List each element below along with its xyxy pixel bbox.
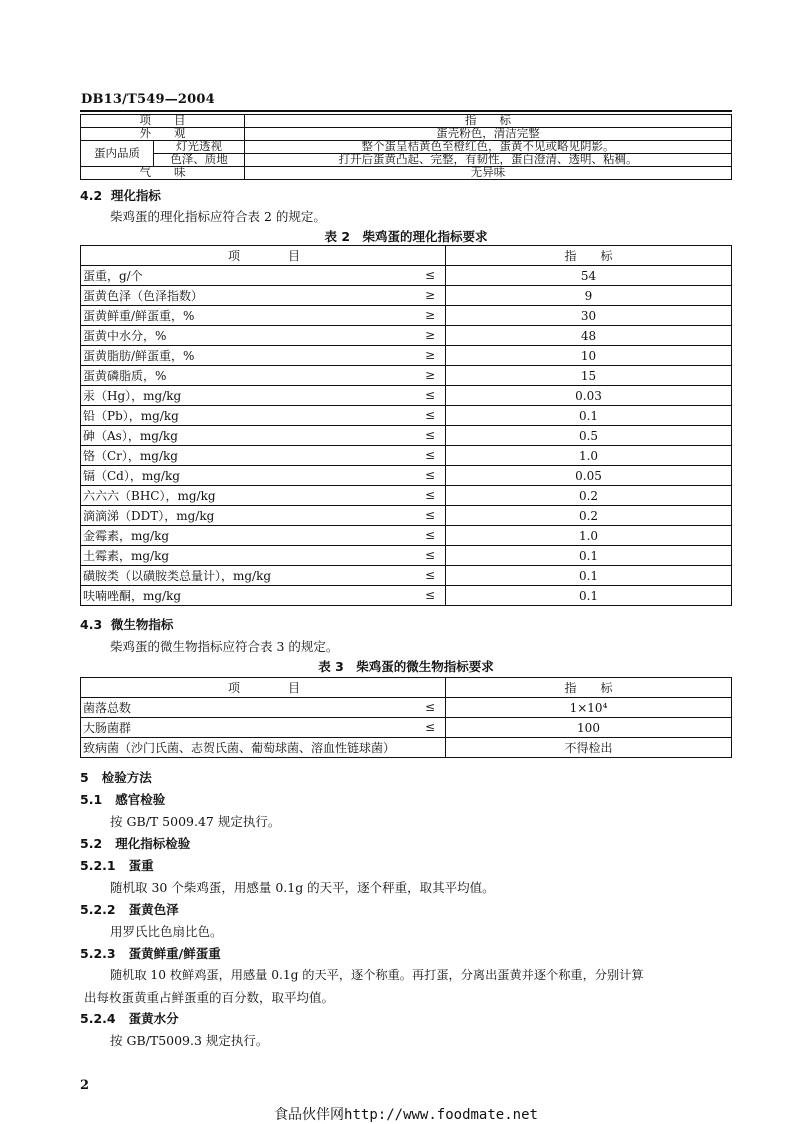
operator: ≤ xyxy=(424,508,435,522)
row-item xyxy=(81,698,446,718)
section-title: 蛋黄水分 xyxy=(128,1011,179,1026)
table-row xyxy=(81,738,732,758)
row-item xyxy=(81,718,446,738)
item-label: 滴滴涕（DDT），mg/kg xyxy=(83,508,215,523)
section-title: 理化指标检验 xyxy=(115,836,191,851)
section-5-2-4-text: 按 GB/T5009.3 规定执行。 xyxy=(110,1033,269,1048)
section-number: 4.3 xyxy=(80,617,103,632)
physicochemical-table xyxy=(80,245,732,606)
item-label: 六六六（BHC），mg/kg xyxy=(83,488,216,503)
table-row xyxy=(81,406,732,426)
section-number: 5.2 xyxy=(80,836,103,851)
row-value: 100 xyxy=(446,718,732,738)
section-number: 5.1 xyxy=(80,792,103,807)
row-value: 0.2 xyxy=(446,506,732,526)
item-label: 蛋黄鲜重/鲜蛋重，% xyxy=(83,308,195,323)
item-label: 砷（As），mg/kg xyxy=(83,428,178,443)
operator: ≤ xyxy=(424,408,435,422)
table-row xyxy=(81,718,732,738)
operator: ≤ xyxy=(424,448,435,462)
item-label: 蛋黄色泽（色泽指数） xyxy=(83,288,204,303)
row-value: 9 xyxy=(446,286,732,306)
section-5-2-heading xyxy=(80,834,190,852)
table-row xyxy=(81,426,732,446)
section-5-2-3-heading xyxy=(80,944,221,962)
row-value: 54 xyxy=(446,266,732,286)
standard-code: DB13/T549—2004 xyxy=(81,92,215,107)
header-item: 项 目 xyxy=(81,115,245,128)
row-value: 0.2 xyxy=(446,486,732,506)
item-label: 蛋黄脂肪/鲜蛋重，% xyxy=(83,348,195,363)
row-value: 1×10⁴ xyxy=(446,698,732,718)
source-watermark: 食品伙伴网http://www.foodmate.net xyxy=(274,1107,538,1123)
section-5-2-2-heading xyxy=(80,900,179,918)
section-4-3-heading xyxy=(80,615,173,633)
header-index: 指 标 xyxy=(446,678,732,698)
row-item xyxy=(81,306,446,326)
table-row xyxy=(81,167,732,180)
table-row xyxy=(81,698,732,718)
row-sub: 色泽、质地 xyxy=(154,154,245,167)
row-value: 整个蛋呈桔黄色至橙红色，蛋黄不见或略见阴影。 xyxy=(245,141,732,154)
row-item xyxy=(81,526,446,546)
section-title: 微生物指标 xyxy=(110,617,174,632)
operator: ≥ xyxy=(424,288,435,302)
row-value: 打开后蛋黄凸起、完整，有韧性，蛋白澄清、透明、粘稠。 xyxy=(245,154,732,167)
table-row xyxy=(81,466,732,486)
row-item xyxy=(81,738,446,758)
row-value: 10 xyxy=(446,346,732,366)
row-value: 1.0 xyxy=(446,446,732,466)
table-row xyxy=(81,366,732,386)
operator: ≤ xyxy=(424,568,435,582)
row-item xyxy=(81,546,446,566)
row-group: 气 味 xyxy=(81,167,245,180)
row-value: 不得检出 xyxy=(446,738,732,758)
operator: ≤ xyxy=(424,468,435,482)
section-4-3-text: 柴鸡蛋的微生物指标应符合表 3 的规定。 xyxy=(110,639,339,654)
operator: ≥ xyxy=(424,328,435,342)
item-label: 金霉素，mg/kg xyxy=(83,528,170,543)
row-item xyxy=(81,266,446,286)
section-number: 5.2.1 xyxy=(80,858,116,873)
operator: ≥ xyxy=(424,348,435,362)
row-item xyxy=(81,326,446,346)
row-item xyxy=(81,566,446,586)
item-label: 大肠菌群 xyxy=(83,720,132,735)
item-label: 土霉素，mg/kg xyxy=(83,548,170,563)
item-label: 铬（Cr），mg/kg xyxy=(83,448,178,463)
sensory-table xyxy=(80,114,732,180)
header-item: 项 目 xyxy=(81,246,446,266)
table-row xyxy=(81,506,732,526)
table-row xyxy=(81,386,732,406)
table-header-row xyxy=(81,246,732,266)
row-value: 0.1 xyxy=(446,586,732,606)
row-item xyxy=(81,586,446,606)
item-label: 汞（Hg），mg/kg xyxy=(83,388,182,403)
row-group: 蛋内品质 xyxy=(81,141,154,167)
operator: ≤ xyxy=(424,548,435,562)
item-label: 蛋重，g/个 xyxy=(83,268,143,283)
row-item xyxy=(81,426,446,446)
section-title: 感官检验 xyxy=(115,792,166,807)
item-label: 蛋黄中水分，% xyxy=(83,328,167,343)
operator: ≤ xyxy=(424,720,435,734)
section-5-2-1-text: 随机取 30 个柴鸡蛋，用感量 0.1g 的天平，逐个秤重，取其平均值。 xyxy=(110,880,495,895)
header-item: 项 目 xyxy=(81,678,446,698)
row-item xyxy=(81,486,446,506)
section-number: 4.2 xyxy=(80,188,103,203)
row-value: 无异味 xyxy=(245,167,732,180)
row-item xyxy=(81,406,446,426)
operator: ≥ xyxy=(424,368,435,382)
table-row xyxy=(81,306,732,326)
row-item xyxy=(81,346,446,366)
section-5-2-3-text-line2: 出每枚蛋黄重占鲜蛋重的百分数，取平均值。 xyxy=(84,990,335,1005)
item-label: 镉（Cd），mg/kg xyxy=(83,468,180,483)
table-row xyxy=(81,286,732,306)
row-item xyxy=(81,386,446,406)
operator: ≤ xyxy=(424,700,435,714)
table-row xyxy=(81,326,732,346)
section-4-2-text: 柴鸡蛋的理化指标应符合表 2 的规定。 xyxy=(110,209,326,224)
section-5-1-text: 按 GB/T 5009.47 规定执行。 xyxy=(110,814,281,829)
row-value: 0.05 xyxy=(446,466,732,486)
section-5-1-heading xyxy=(80,790,165,808)
table-row xyxy=(81,266,732,286)
page-number: 2 xyxy=(80,1078,90,1093)
section-number: 5.2.4 xyxy=(80,1011,116,1026)
row-value: 0.03 xyxy=(446,386,732,406)
header-index: 指 标 xyxy=(245,115,732,128)
table-header-row xyxy=(81,678,732,698)
table-row xyxy=(81,446,732,466)
row-sub: 灯光透视 xyxy=(154,141,245,154)
section-5-2-2-text: 用罗氏比色扇比色。 xyxy=(110,924,223,939)
row-group: 外 观 xyxy=(81,128,245,141)
row-value: 1.0 xyxy=(446,526,732,546)
section-title: 蛋黄色泽 xyxy=(128,902,179,917)
operator: ≥ xyxy=(424,308,435,322)
row-value: 30 xyxy=(446,306,732,326)
operator: ≤ xyxy=(424,388,435,402)
microbiological-table xyxy=(80,677,732,758)
section-title: 蛋重 xyxy=(128,858,154,873)
row-value: 0.1 xyxy=(446,566,732,586)
section-5-heading xyxy=(80,768,152,786)
table-row xyxy=(81,586,732,606)
item-label: 蛋黄磷脂质，% xyxy=(83,368,167,383)
section-title: 理化指标 xyxy=(110,188,161,203)
table2-caption: 表 2 柴鸡蛋的理化指标要求 xyxy=(324,229,488,244)
section-5-2-3-text-line1: 随机取 10 枚鲜鸡蛋，用感量 0.1g 的天平，逐个称重。再打蛋，分离出蛋黄并逐个称重，分别计算 xyxy=(110,968,644,982)
table3-caption: 表 3 柴鸡蛋的微生物指标要求 xyxy=(318,659,494,674)
item-label: 呋喃唑酮，mg/kg xyxy=(83,588,182,603)
row-item xyxy=(81,366,446,386)
row-value: 0.5 xyxy=(446,426,732,446)
item-label: 菌落总数 xyxy=(83,700,132,715)
table-row xyxy=(81,526,732,546)
section-title: 蛋黄鲜重/鲜蛋重 xyxy=(128,946,221,961)
row-item xyxy=(81,286,446,306)
operator: ≤ xyxy=(424,588,435,602)
section-number: 5.2.2 xyxy=(80,902,116,917)
row-value: 蛋壳粉色，清洁完整 xyxy=(245,128,732,141)
table-row xyxy=(81,546,732,566)
section-number: 5 xyxy=(80,770,89,785)
table-row xyxy=(81,486,732,506)
row-item xyxy=(81,446,446,466)
row-value: 0.1 xyxy=(446,546,732,566)
section-number: 5.2.3 xyxy=(80,946,116,961)
row-value: 15 xyxy=(446,366,732,386)
operator: ≤ xyxy=(424,268,435,282)
header-rule xyxy=(80,110,732,112)
section-4-2-heading xyxy=(80,186,161,204)
section-5-2-1-heading xyxy=(80,856,154,874)
row-item xyxy=(81,466,446,486)
section-5-2-4-heading xyxy=(80,1009,179,1027)
item-label: 致病菌（沙门氏菌、志贺氏菌、葡萄球菌、溶血性链球菌） xyxy=(83,740,396,755)
header-index: 指 标 xyxy=(446,246,732,266)
operator: ≤ xyxy=(424,428,435,442)
table-row xyxy=(81,566,732,586)
row-value: 0.1 xyxy=(446,406,732,426)
table-row xyxy=(81,346,732,366)
section-title: 检验方法 xyxy=(101,770,152,785)
operator: ≤ xyxy=(424,488,435,502)
item-label: 磺胺类（以磺胺类总量计），mg/kg xyxy=(83,568,272,583)
operator: ≤ xyxy=(424,528,435,542)
row-value: 48 xyxy=(446,326,732,346)
row-item xyxy=(81,506,446,526)
item-label: 铅（Pb），mg/kg xyxy=(83,408,179,423)
